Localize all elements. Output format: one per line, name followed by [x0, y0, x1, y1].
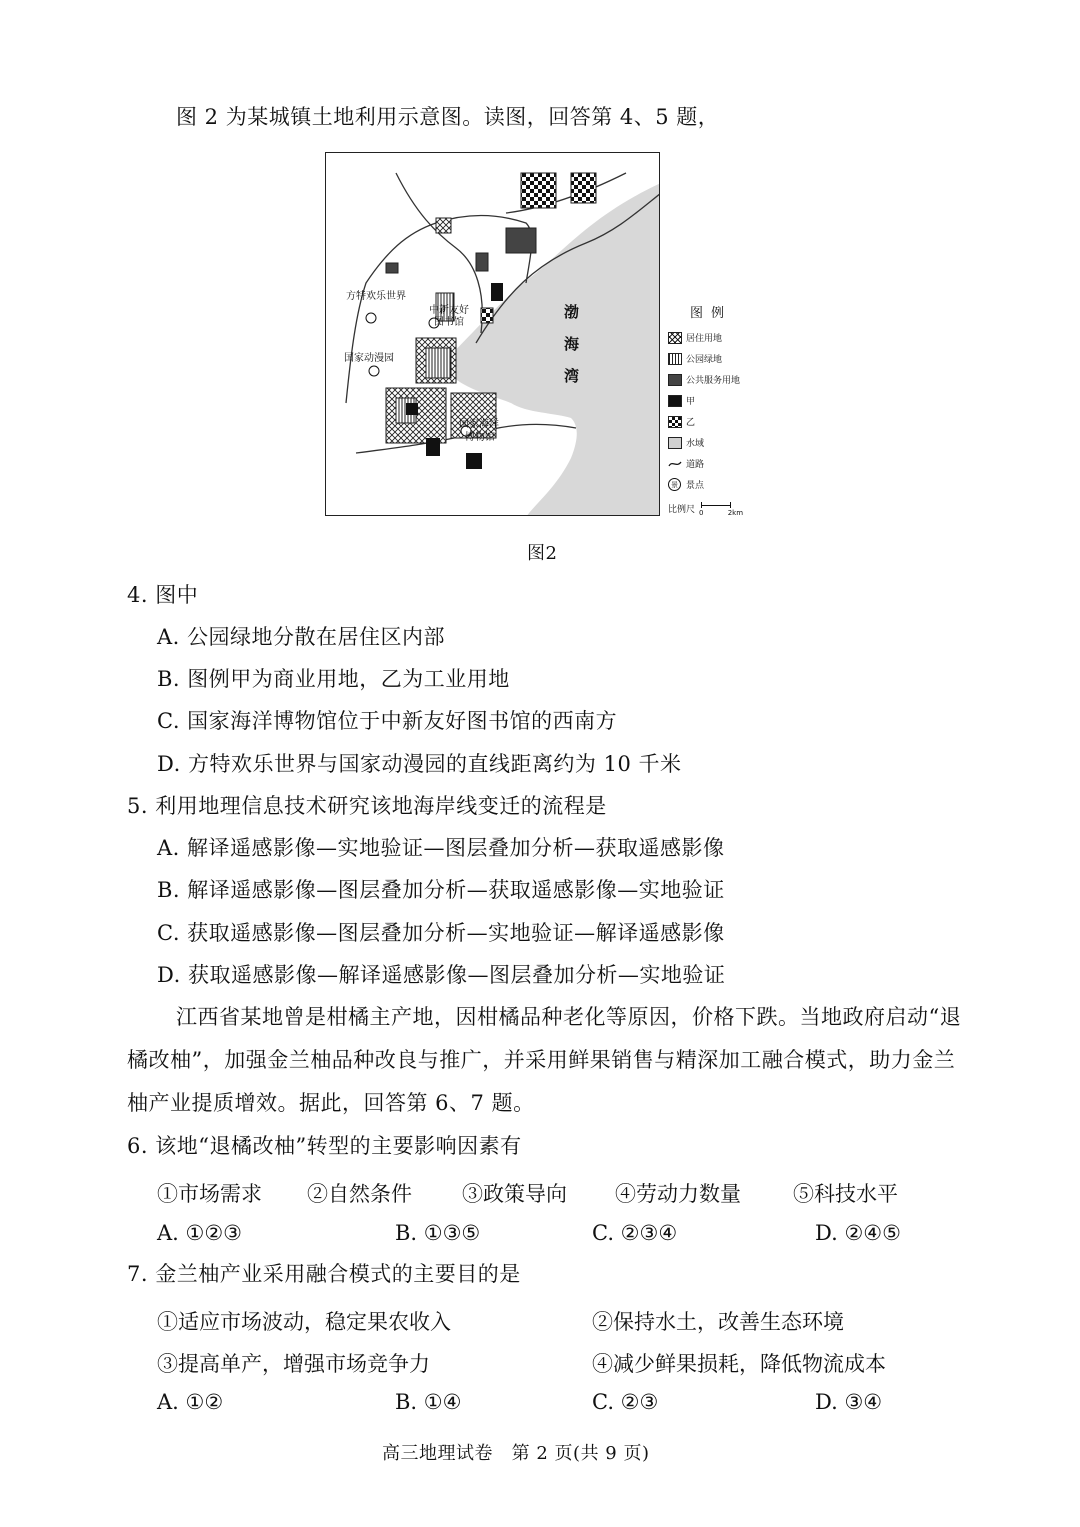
label-haiyang-2: 博物馆	[465, 432, 495, 443]
scenic-spot-icon	[366, 313, 376, 323]
q6-option-d: D. ②④⑤	[815, 1221, 901, 1245]
land-use-map	[325, 152, 660, 516]
q6-item: ①市场需求	[157, 1182, 262, 1206]
legend-item: 乙	[668, 411, 778, 432]
legend-item: 道路	[668, 453, 778, 474]
legend-item: 景 景点	[668, 474, 778, 495]
land-yi	[571, 173, 596, 203]
q4-stem: 4. 图中	[127, 583, 199, 607]
q5-option-d: D. 获取遥感影像—解译遥感影像—图层叠加分析—实地验证	[157, 963, 726, 987]
land-jia	[426, 438, 440, 456]
q6-item: ⑤科技水平	[793, 1182, 898, 1206]
q7-option-a: A. ①②	[157, 1390, 224, 1414]
label-bay-3: 湾	[564, 367, 580, 385]
q5-option-a: A. 解译遥感影像—实地验证—图层叠加分析—获取遥感影像	[157, 836, 725, 860]
map-legend	[668, 302, 778, 519]
jia-swatch-icon	[668, 395, 682, 407]
q4-option-b: B. 图例甲为商业用地，乙为工业用地	[157, 667, 510, 691]
land-jia	[406, 403, 418, 415]
map-graphic	[326, 153, 660, 516]
q5-stem: 5. 利用地理信息技术研究该地海岸线变迁的流程是	[127, 794, 607, 818]
legend-item: 公共服务用地	[668, 369, 778, 390]
q4-option-d: D. 方特欢乐世界与国家动漫园的直线距离约为 10 千米	[157, 752, 682, 776]
q7-item: ②保持水土，改善生态环境	[592, 1310, 844, 1334]
land-jia	[491, 283, 503, 301]
park-swatch-icon	[668, 353, 682, 365]
scale-label: 比例尺	[668, 505, 696, 515]
q6-item: ④劳动力数量	[615, 1182, 741, 1206]
land-yi	[481, 308, 493, 323]
road-line-icon	[668, 458, 682, 470]
q7-option-d: D. ③④	[815, 1390, 883, 1414]
land-jia	[466, 453, 482, 469]
park-block	[426, 348, 451, 378]
q7-item: ③提高单产，增强市场竞争力	[157, 1352, 430, 1376]
intro-text-q4-5: 图 2 为某城镇土地利用示意图。读图，回答第 4、5 题，	[176, 105, 720, 129]
scale-end: 2km	[727, 508, 744, 517]
legend-item: 甲	[668, 390, 778, 411]
q6-option-c: C. ②③④	[592, 1221, 678, 1245]
q5-option-c: C. 获取遥感影像—图层叠加分析—实地验证—解译遥感影像	[157, 921, 725, 945]
scale-zero: 0	[699, 508, 704, 517]
label-zhongxin-2: 图书馆	[434, 317, 464, 328]
public-service-block	[476, 253, 488, 271]
label-dongman: 国家动漫园	[344, 353, 394, 364]
residential-swatch-icon	[668, 332, 682, 344]
public-service-swatch-icon	[668, 374, 682, 386]
legend-item: 水域	[668, 432, 778, 453]
label-zhongxin-1: 中新友好	[429, 305, 469, 316]
scenic-spot-icon	[369, 366, 379, 376]
label-haiyang-1: 国家海洋	[459, 419, 499, 430]
legend-title: 图例	[690, 306, 733, 321]
scenic-spot-icon: 景	[668, 478, 681, 491]
q4-option-c: C. 国家海洋博物馆位于中新友好图书馆的西南方	[157, 709, 618, 733]
label-bay-1: 渤	[564, 303, 580, 321]
q5-option-b: B. 解译遥感影像—图层叠加分析—获取遥感影像—实地验证	[157, 878, 725, 902]
q6-item: ③政策导向	[462, 1182, 567, 1206]
page-footer: 高三地理试卷 第 2 页(共 9 页)	[382, 1443, 650, 1464]
legend-item: 公园绿地	[668, 348, 778, 369]
figure-caption: 图2	[527, 543, 558, 564]
land-yi	[521, 173, 556, 208]
residential-block	[436, 218, 451, 233]
q7-option-c: C. ②③	[592, 1390, 659, 1414]
q7-option-b: B. ①④	[395, 1390, 462, 1414]
label-fangte: 方特欢乐世界	[346, 291, 406, 302]
label-bay-2: 海	[564, 335, 580, 353]
q7-stem: 7. 金兰柚产业采用融合模式的主要目的是	[127, 1262, 521, 1286]
intro-text-q6-7-line2: 橘改柚”，加强金兰柚品种改良与推广，并采用鲜果销售与精深加工融合模式，助力金兰	[127, 1048, 956, 1072]
q7-item: ④减少鲜果损耗，降低物流成本	[592, 1352, 886, 1376]
q6-stem: 6. 该地“退橘改柚”转型的主要影响因素有	[127, 1134, 522, 1158]
yi-swatch-icon	[668, 416, 682, 428]
legend-scale	[668, 498, 778, 519]
water-swatch-icon	[668, 437, 682, 449]
scale-bar	[699, 501, 744, 517]
q6-item: ②自然条件	[307, 1182, 412, 1206]
q6-option-a: A. ①②③	[157, 1221, 242, 1245]
public-service-block	[506, 228, 536, 253]
public-service-block	[386, 263, 398, 273]
intro-text-q6-7-line3: 柚产业提质增效。据此，回答第 6、7 题。	[127, 1091, 535, 1115]
intro-text-q6-7-line1: 江西省某地曾是柑橘主产地，因柑橘品种老化等原因，价格下跌。当地政府启动“退	[176, 1005, 962, 1029]
q4-option-a: A. 公园绿地分散在居住区内部	[157, 625, 446, 649]
q7-item: ①适应市场波动，稳定果农收入	[157, 1310, 451, 1334]
legend-item: 居住用地	[668, 327, 778, 348]
q6-option-b: B. ①③⑤	[395, 1221, 481, 1245]
